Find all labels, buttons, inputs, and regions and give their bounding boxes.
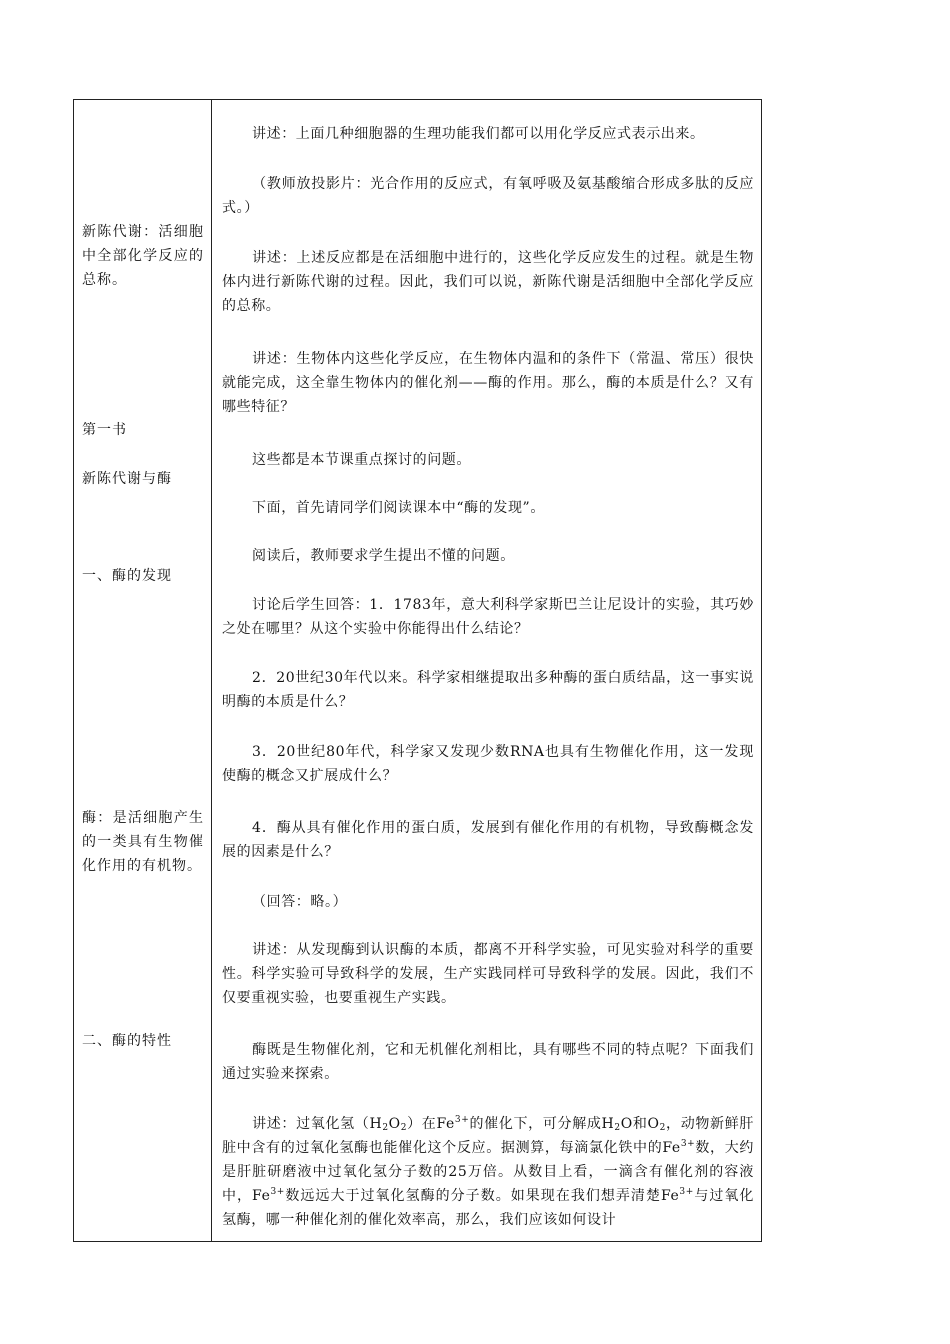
- paragraph-5: 这些都是本节课重点探讨的问题。: [252, 452, 471, 468]
- paragraph-1: 讲述：上面几种细胞器的生理功能我们都可以用化学反应式表示出来。: [252, 126, 705, 142]
- paragraph-6: 下面，首先请同学们阅读课本中“酶的发现”。: [252, 500, 545, 516]
- metabolism-definition-note: 新陈代谢：活细胞中全部化学反应的总称。: [82, 224, 204, 288]
- paragraph-14: 酶既是生物催化剂，它和无机催化剂相比，具有哪些不同的特点呢？下面我们通过实验来探索。: [222, 1042, 754, 1082]
- paragraph-7: 阅读后，教师要求学生提出不懂的问题。: [252, 548, 515, 564]
- paragraph-13: 讲述：从发现酶到认识酶的本质，都离不开科学实验，可见实验对科学的重要性。科学实验可导致科学的发展，生产实践同样可导致科学的发展。因此，我们不仅要重视实验，也要重视生产实践。: [222, 942, 754, 1006]
- paragraph-4: 讲述：生物体内这些化学反应，在生物体内温和的条件下（常温、常压）很快就能完成，这全靠生物体内的催化剂——酶的作用。那么，酶的本质是什么？又有哪些特征？: [222, 351, 754, 415]
- enzyme-definition-note: 酶：是活细胞产生的一类具有生物催化作用的有机物。: [82, 810, 204, 874]
- heading-enzyme-discovery: 一、酶的发现: [82, 568, 172, 584]
- heading-enzyme-properties: 二、酶的特性: [82, 1033, 172, 1049]
- paragraph-9: 2．20世纪30年代以来。科学家相继提取出多种酶的蛋白质结晶，这一事实说明酶的本质是什么？: [222, 670, 754, 710]
- column-divider: [211, 100, 212, 1241]
- section-title: 新陈代谢与酶: [82, 471, 172, 487]
- lesson-table: [73, 99, 762, 1242]
- paragraph-15: 讲述：过氧化氢$(H_2O_2)$在$Fe^{3+}$的催化下，可分解成$H_2O$和$O_2$，动物新鲜肝脏中含有的过氧化氢酶也能催化这个反应。据测算，每滴氯化铁中的$Fe^{3+}$数，大约是肝脏研磨液中过氧化氢分子数的25万倍。从数目上看，一滴含有催化剂的容液中，$Fe^{3+}$数远远大于过氧化氢酶的分子数。如果现在我们想弄清楚$Fe^{3+}$与过氧化氢酶，哪一种催化剂的催化效率高，那么，我们应该如何设计: [222, 1115, 755, 1228]
- paragraph-11: 4．酶从具有催化作用的蛋白质，发展到有催化作用的有机物，导致酶概念发展的因素是什么？: [222, 820, 754, 860]
- paragraph-8: 讨论后学生回答：1．1783年，意大利科学家斯巴兰让尼设计的实验，其巧妙之处在哪里？从这个实验中你能得出什么结论？: [222, 597, 754, 637]
- paragraph-12: （回答：略。）: [252, 894, 348, 910]
- paragraph-2: （教师放投影片：光合作用的反应式，有氧呼吸及氨基酸缩合形成多肽的反应式。）: [222, 176, 754, 216]
- paragraph-10: 3．20世纪80年代，科学家又发现少数RNA也具有生物催化作用，这一发现使酶的概念又扩展成什么？: [222, 744, 754, 784]
- section-number: 第一书: [82, 422, 127, 438]
- paragraph-3: 讲述：上述反应都是在活细胞中进行的，这些化学反应发生的过程。就是生物体内进行新陈代谢的过程。因此，我们可以说，新陈代谢是活细胞中全部化学反应的总称。: [222, 250, 754, 314]
